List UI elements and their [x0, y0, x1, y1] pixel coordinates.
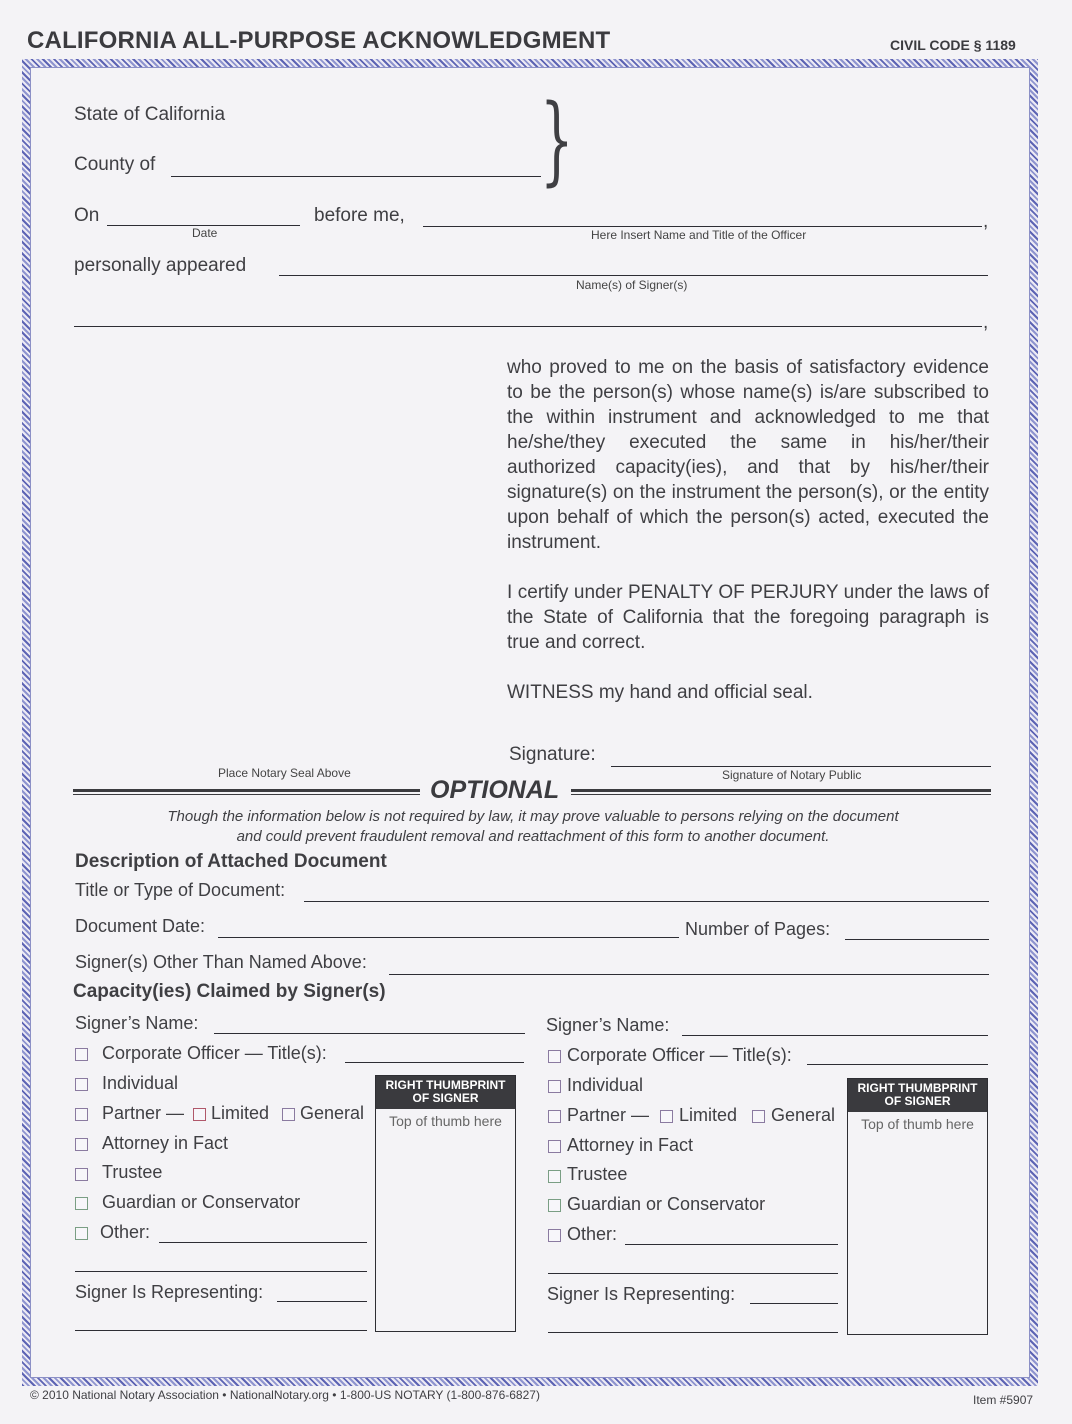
thumbprint-header-right	[848, 1079, 987, 1112]
checkbox-general-right[interactable]	[752, 1110, 765, 1123]
general-label-right: General	[771, 1105, 836, 1125]
representing-label-left: Signer Is Representing:	[75, 1282, 264, 1302]
checkbox-attorney-right[interactable]	[548, 1140, 561, 1153]
trustee-label-left: Trustee	[102, 1162, 163, 1182]
optional-rule-right-thin	[571, 794, 991, 795]
checkbox-other-right[interactable]	[548, 1229, 561, 1242]
checkbox-corporate-officer-left[interactable]	[75, 1048, 88, 1061]
other-field-left-2[interactable]	[75, 1271, 367, 1272]
optional-note-line1: Though the information below is not required by law, it may prove valuable to persons relying on the document	[167, 808, 899, 825]
individual-label-right: Individual	[567, 1075, 644, 1095]
other-label-right: Other:	[567, 1224, 618, 1244]
comma-2: ,	[983, 312, 989, 333]
notary-signature-field[interactable]	[611, 766, 991, 767]
corporate-officer-label-left: Corporate Officer — Title(s):	[102, 1043, 327, 1063]
checkbox-individual-left[interactable]	[75, 1078, 88, 1091]
attached-document-heading: Description of Attached Document	[75, 851, 387, 872]
county-label: County of	[74, 154, 156, 175]
individual-label-left: Individual	[102, 1073, 179, 1093]
limited-label-right: Limited	[679, 1105, 738, 1125]
corporate-title-field-left[interactable]	[345, 1062, 524, 1063]
checkbox-partner-right[interactable]	[548, 1110, 561, 1123]
date-caption: Date	[192, 226, 218, 240]
county-field[interactable]	[171, 176, 541, 177]
seal-caption: Place Notary Seal Above	[218, 766, 351, 780]
representing-field-right-2[interactable]	[548, 1332, 838, 1333]
document-title-field[interactable]	[304, 901, 989, 902]
signers-field-2[interactable]	[74, 326, 982, 327]
thumbprint-box-left[interactable]	[375, 1075, 516, 1332]
signer-name-label-left: Signer’s Name:	[75, 1013, 199, 1033]
thumbprint-box-right[interactable]	[847, 1078, 988, 1335]
number-of-pages-label: Number of Pages:	[685, 919, 831, 939]
acknowledgment-paragraph: who proved to me on the basis of satisfactory evidence to be the person(s) whose name(s) is/are subscribed to the within instrument and acknowledged to me that he/she/they executed the same in his/her/their authorized capacity(ies), and that by his/her/their signature(s) on the instrument the person(s), or the entity upon behalf of which the person(s) acted, executed the instrument.	[507, 357, 989, 553]
optional-rule-left	[73, 789, 420, 792]
witness-statement: WITNESS my hand and official seal.	[507, 682, 813, 703]
footer-item-number: Item #5907	[973, 1393, 1034, 1407]
perjury-paragraph: I certify under PENALTY OF PERJURY under the laws of the State of California that the foregoing paragraph is true and correct.	[507, 582, 989, 653]
checkbox-guardian-left[interactable]	[75, 1197, 88, 1210]
signer-name-field-left[interactable]	[214, 1033, 525, 1034]
civil-code: CIVIL CODE § 1189	[890, 37, 1016, 53]
corporate-officer-label-right: Corporate Officer — Title(s):	[567, 1045, 792, 1065]
representing-field-left[interactable]	[277, 1301, 367, 1302]
optional-rule-left-thin	[73, 794, 420, 795]
before-me-label: before me,	[314, 205, 405, 226]
checkbox-partner-left[interactable]	[75, 1108, 88, 1121]
checkbox-corporate-officer-right[interactable]	[548, 1050, 561, 1063]
checkbox-trustee-left[interactable]	[75, 1168, 88, 1181]
other-label-left: Other:	[100, 1222, 151, 1242]
footer-copyright: © 2010 National Notary Association • NationalNotary.org • 1-800-US NOTARY (1-800-876-6827)	[30, 1388, 540, 1402]
number-of-pages-field[interactable]	[845, 939, 989, 940]
thumbprint-title-left: RIGHT THUMBPRINT	[385, 1078, 506, 1092]
signer-name-label-right: Signer’s Name:	[546, 1015, 670, 1035]
checkbox-limited-left[interactable]	[193, 1108, 206, 1121]
corporate-title-field-right[interactable]	[807, 1064, 988, 1065]
thumbprint-sub-right: Top of thumb here	[861, 1116, 974, 1132]
checkbox-limited-right[interactable]	[660, 1110, 673, 1123]
partner-label-right: Partner —	[567, 1105, 650, 1125]
comma-1: ,	[983, 211, 989, 232]
signer-name-field-right[interactable]	[682, 1035, 988, 1036]
form-title: CALIFORNIA ALL-PURPOSE ACKNOWLEDGMENT	[27, 27, 611, 54]
capacities-heading: Capacity(ies) Claimed by Signer(s)	[73, 981, 386, 1002]
checkbox-individual-right[interactable]	[548, 1080, 561, 1093]
optional-note-line2: and could prevent fraudulent removal and reattachment of this form to another document.	[236, 828, 830, 845]
state-label: State of California	[74, 104, 226, 125]
representing-label-right: Signer Is Representing:	[547, 1284, 736, 1304]
officer-field[interactable]	[423, 226, 982, 227]
document-date-label: Document Date:	[75, 916, 206, 936]
signers-caption: Name(s) of Signer(s)	[576, 278, 688, 292]
checkbox-guardian-right[interactable]	[548, 1199, 561, 1212]
on-label: On	[74, 205, 100, 226]
optional-rule-right	[571, 789, 991, 792]
other-field-left[interactable]	[159, 1242, 367, 1243]
checkbox-other-left[interactable]	[75, 1227, 88, 1240]
other-signers-label: Signer(s) Other Than Named Above:	[75, 952, 367, 972]
personally-appeared-label: personally appeared	[74, 255, 247, 276]
checkbox-attorney-left[interactable]	[75, 1138, 88, 1151]
document-date-field[interactable]	[218, 937, 679, 938]
other-field-right[interactable]	[625, 1244, 838, 1245]
venue-brace: }	[540, 84, 574, 196]
optional-heading: OPTIONAL	[430, 776, 560, 804]
other-signers-field[interactable]	[389, 974, 989, 975]
document-title-label: Title or Type of Document:	[75, 880, 286, 900]
attorney-label-right: Attorney in Fact	[567, 1135, 694, 1155]
representing-field-left-2[interactable]	[75, 1330, 367, 1331]
guardian-label-right: Guardian or Conservator	[567, 1194, 766, 1214]
officer-caption: Here Insert Name and Title of the Officer	[591, 228, 807, 242]
thumbprint-header-left	[376, 1076, 515, 1109]
limited-label-left: Limited	[211, 1103, 270, 1123]
guardian-label-left: Guardian or Conservator	[102, 1192, 301, 1212]
thumbprint-sub-left: Top of thumb here	[389, 1113, 502, 1129]
attorney-label-left: Attorney in Fact	[102, 1133, 229, 1153]
checkbox-trustee-right[interactable]	[548, 1170, 561, 1183]
other-field-right-2[interactable]	[548, 1273, 838, 1274]
signature-label: Signature:	[509, 744, 596, 765]
thumbprint-title-right: RIGHT THUMBPRINT	[857, 1081, 978, 1095]
trustee-label-right: Trustee	[567, 1164, 628, 1184]
checkbox-general-left[interactable]	[282, 1108, 295, 1121]
representing-field-right[interactable]	[750, 1303, 838, 1304]
thumbprint-title-left-2: OF SIGNER	[412, 1091, 479, 1105]
thumbprint-title-right-2: OF SIGNER	[884, 1094, 951, 1108]
partner-label-left: Partner —	[102, 1103, 185, 1123]
signers-field[interactable]	[279, 275, 988, 276]
signature-caption: Signature of Notary Public	[722, 768, 862, 782]
general-label-left: General	[300, 1103, 365, 1123]
